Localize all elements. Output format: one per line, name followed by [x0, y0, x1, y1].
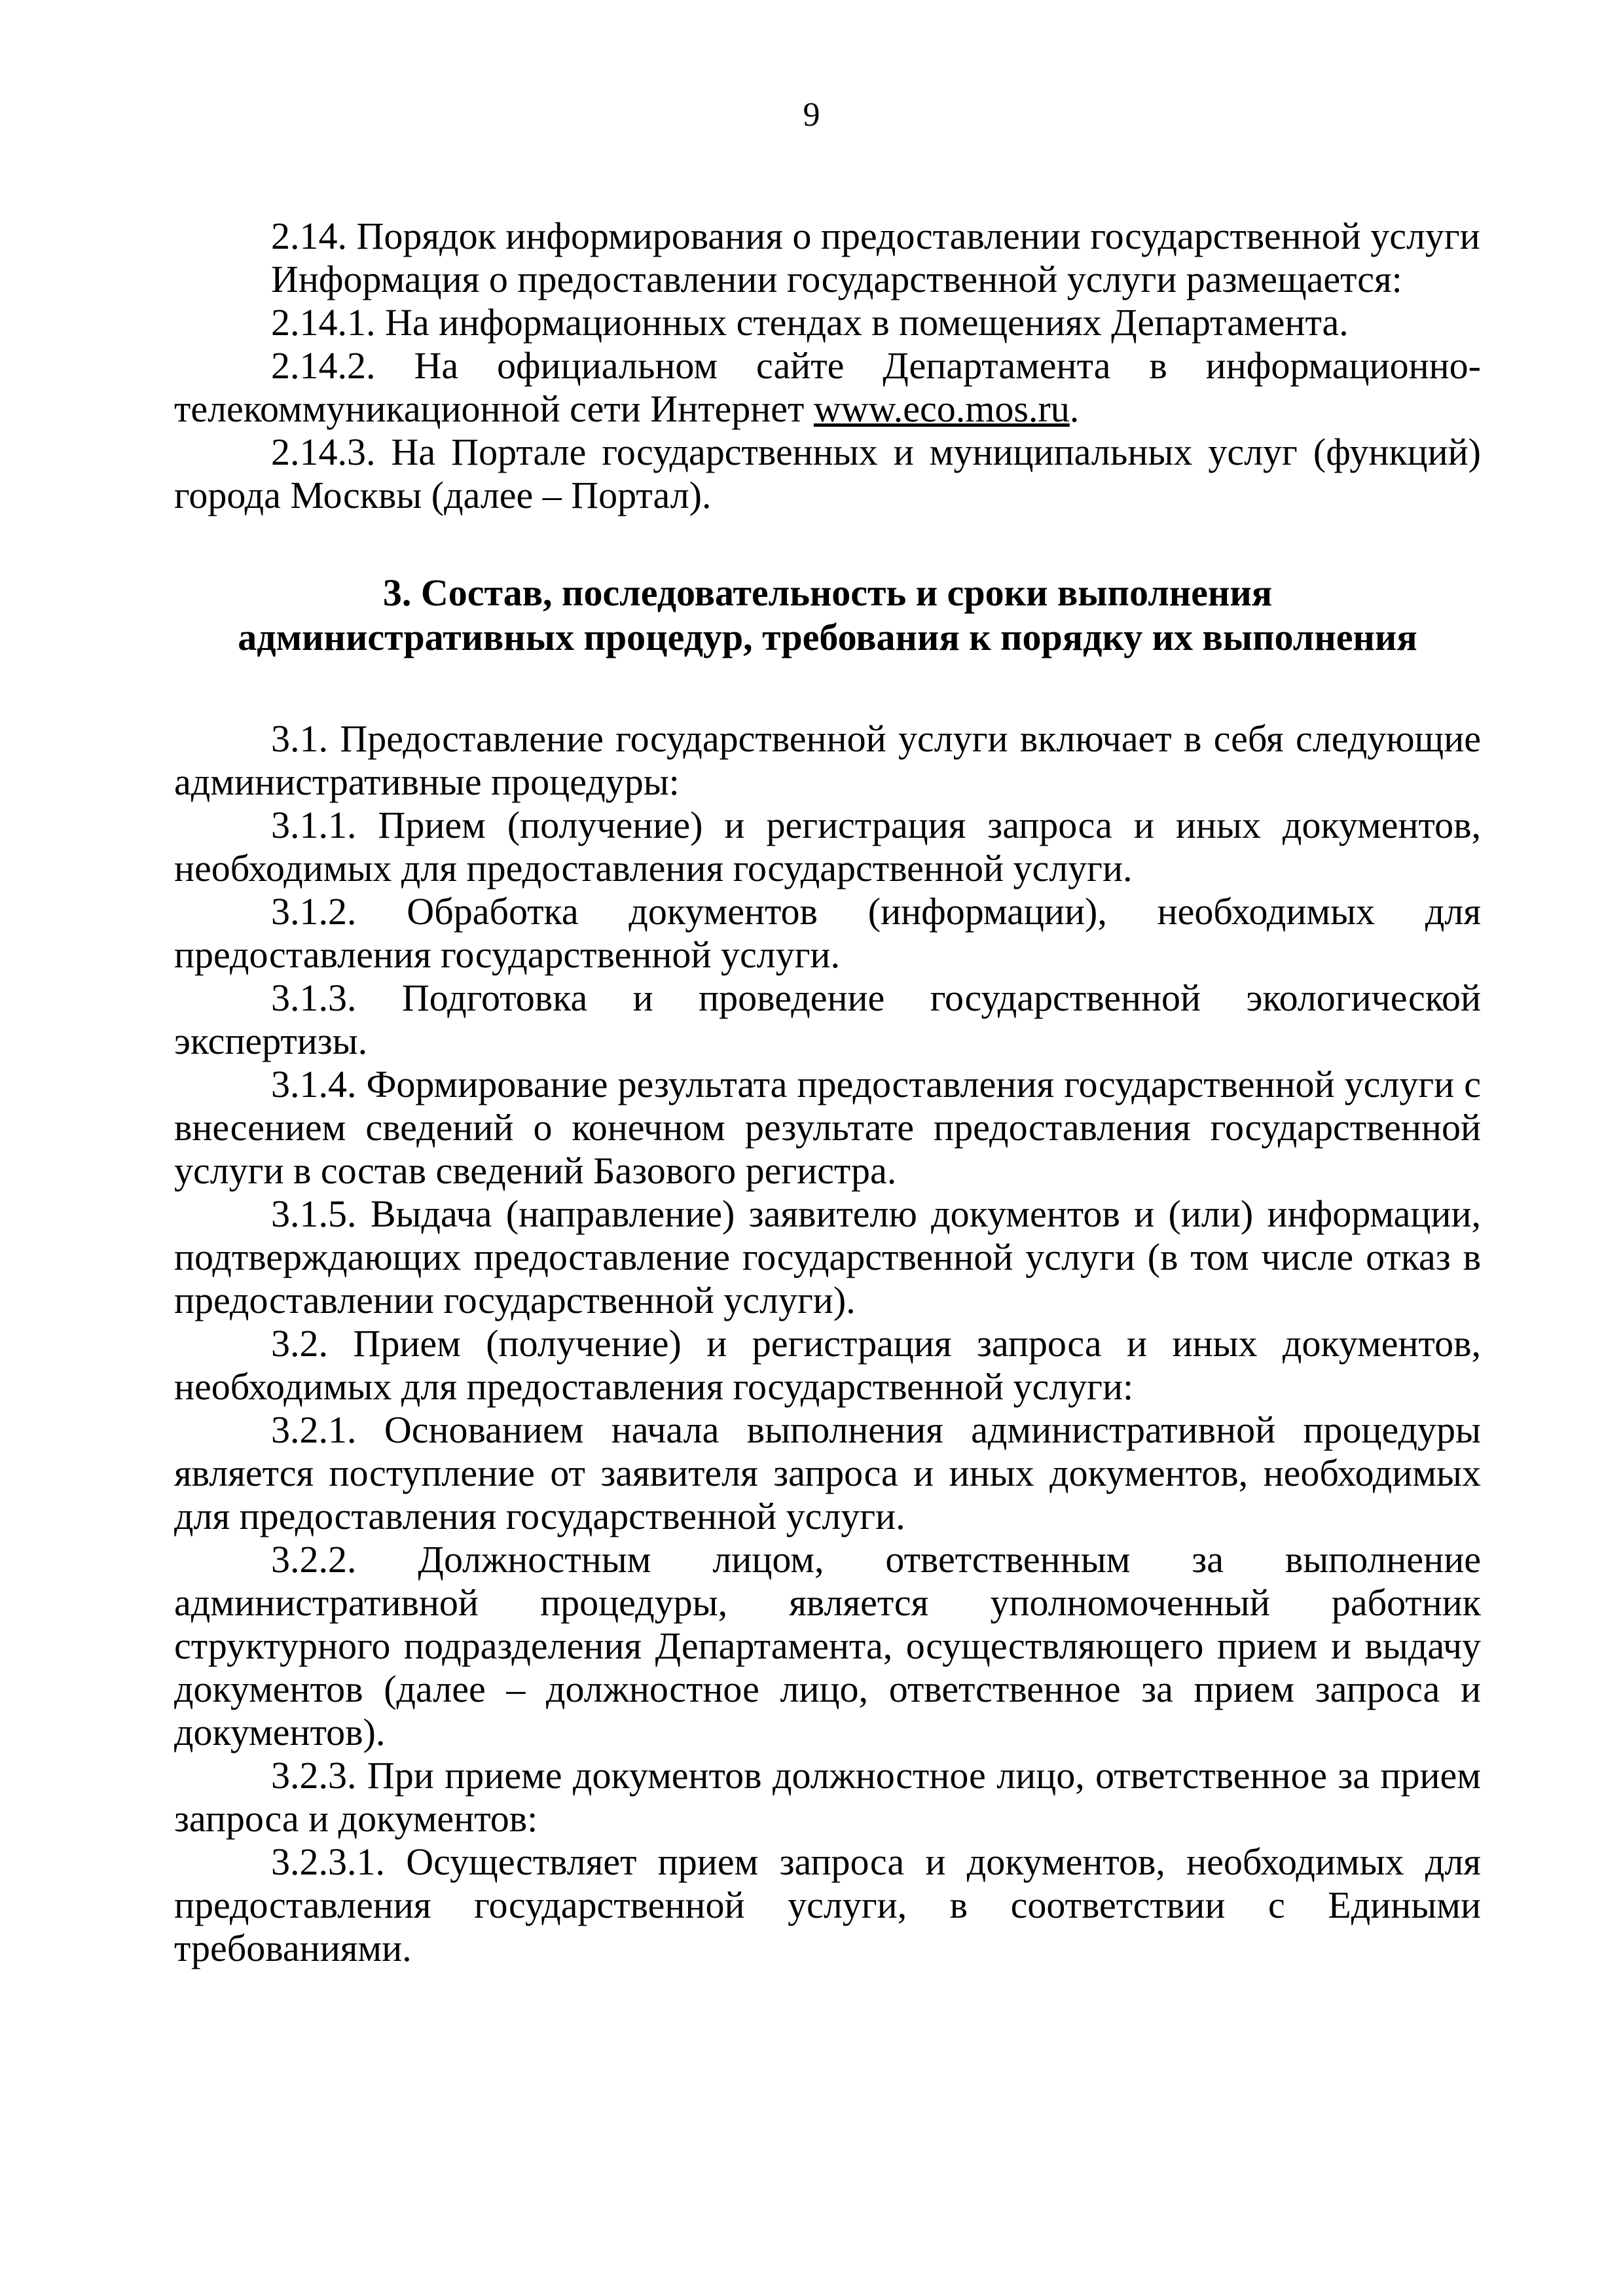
- paragraph-3-1: 3.1. Предоставление государственной услуги включает в себя следующие административные процедуры:: [174, 717, 1481, 803]
- paragraph-3-2-3: 3.2.3. При приеме документов должностное лицо, ответственное за прием запроса и документов:: [174, 1754, 1481, 1840]
- section-3-heading-line-1: 3. Состав, последовательность и сроки выполнения: [382, 571, 1273, 614]
- paragraph-2-14-title: 2.14. Порядок информирования о предоставлении государственной услуги: [271, 215, 1480, 257]
- document-body: [174, 215, 1481, 1970]
- website-link[interactable]: www.eco.mos.ru: [813, 387, 1070, 430]
- paragraph-3-2-2: 3.2.2. Должностным лицом, ответственным за выполнение административной процедуры, является уполномоченный работник структурного подразделения Департамента, осуществляющего прием и выдачу документов (далее – должностное лицо, ответственное за прием запроса и документов).: [174, 1538, 1481, 1753]
- paragraph-3-1-4: 3.1.4. Формирование результата предоставления государственной услуги с внесением сведений о конечном результате предоставления государственной услуги в состав сведений Базового регистра.: [174, 1063, 1481, 1192]
- paragraph-2-14-2-text: 2.14.2. На официальном сайте Департамента в информационно-телекоммуникационной сети Интернет: [174, 344, 1481, 430]
- page-number: 9: [803, 96, 820, 134]
- paragraph-3-1-3: 3.1.3. Подготовка и проведение государственной экологической экспертизы.: [174, 977, 1481, 1062]
- paragraph-2-14-2: [174, 344, 1481, 431]
- paragraph-3-1-2: 3.1.2. Обработка документов (информации), необходимых для предоставления государственной услуги.: [174, 890, 1481, 976]
- paragraph-2-14-1: 2.14.1. На информационных стендах в помещениях Департамента.: [271, 301, 1349, 344]
- paragraph-3-2-3-1: 3.2.3.1. Осуществляет прием запроса и документов, необходимых для предоставления государственной услуги, в соответствии с Едиными требованиями.: [174, 1840, 1481, 1969]
- section-3-heading: [174, 571, 1481, 660]
- section-3-heading-line-2: административных процедур, требования к порядку их выполнения: [238, 616, 1417, 658]
- paragraph-3-2-1: 3.2.1. Основанием начала выполнения административной процедуры является поступление от заявителя запроса и иных документов, необходимых для предоставления государственной услуги.: [174, 1408, 1481, 1537]
- paragraph-2-14-intro: Информация о предоставлении государственной услуги размещается:: [271, 258, 1402, 300]
- paragraph-3-1-5: 3.1.5. Выдача (направление) заявителю документов и (или) информации, подтверждающих предоставление государственной услуги (в том числе отказ в предоставлении государственной услуги).: [174, 1193, 1481, 1321]
- paragraph-3-1-1: 3.1.1. Прием (получение) и регистрация запроса и иных документов, необходимых для предоставления государственной услуги.: [174, 804, 1481, 889]
- paragraph-2-14-2-end: .: [1069, 387, 1080, 430]
- paragraph-3-2: 3.2. Прием (получение) и регистрация запроса и иных документов, необходимых для предоставления государственной услуги:: [174, 1322, 1481, 1408]
- paragraph-2-14-3: 2.14.3. На Портале государственных и муниципальных услуг (функций) города Москвы (далее – Портал).: [174, 431, 1481, 516]
